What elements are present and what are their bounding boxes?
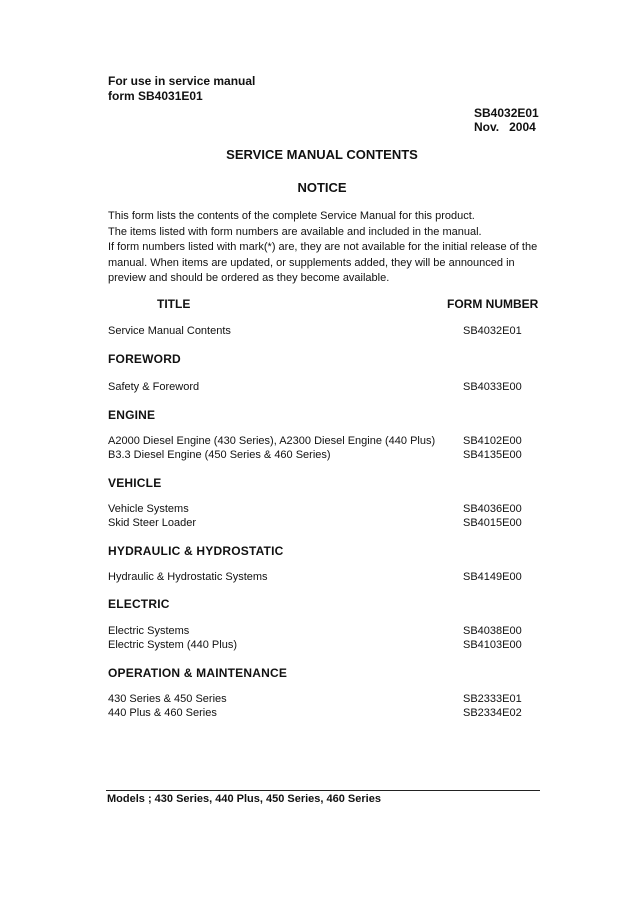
- item-form-number: SB4102E00: [463, 435, 522, 447]
- notice-line-3: If form numbers listed with mark(*) are, they are not available for the initial release of the: [108, 241, 538, 253]
- usage-note: [108, 74, 255, 104]
- item-form-number: SB4015E00: [463, 517, 522, 529]
- notice-text: [108, 209, 537, 287]
- item-label: Safety & Foreword: [108, 381, 200, 393]
- item-label: 440 Plus & 460 Series: [108, 707, 217, 719]
- item-label: B3.3 Diesel Engine (450 Series & 460 Series): [108, 449, 331, 461]
- notice-line-1: This form lists the contents of the complete Service Manual for this product.: [108, 210, 475, 222]
- issue-date: Nov. 2004: [474, 120, 536, 134]
- section-heading-hydraulic: HYDRAULIC & HYDROSTATIC: [108, 544, 284, 558]
- item-label: Service Manual Contents: [108, 325, 231, 337]
- notice-line-4: manual. When items are updated, or supplements added, they will be announced in: [108, 256, 515, 269]
- item-label: Electric Systems: [108, 625, 190, 637]
- notice-line-5: preview and should be ordered as they become available.: [108, 272, 390, 284]
- form-code: SB4032E01: [474, 106, 539, 120]
- footer-models: Models ; 430 Series, 440 Plus, 450 Series, 460 Series: [107, 793, 381, 805]
- item-label: Skid Steer Loader: [108, 517, 197, 529]
- footer-divider: [106, 790, 540, 791]
- page-title: SERVICE MANUAL CONTENTS: [226, 147, 418, 162]
- section-heading-engine: ENGINE: [108, 408, 156, 422]
- item-form-number: SB4032E01: [463, 325, 522, 337]
- item-label: Hydraulic & Hydrostatic Systems: [108, 571, 268, 583]
- item-form-number: SB2333E01: [463, 693, 522, 705]
- item-label: Electric System (440 Plus): [108, 639, 237, 651]
- notice-line-2: The items listed with form numbers are available and included in the manual.: [108, 225, 482, 238]
- section-heading-vehicle: VEHICLE: [108, 476, 162, 490]
- usage-note-line-2: form SB4031E01: [108, 89, 203, 103]
- section-heading-foreword: FOREWORD: [108, 352, 181, 366]
- item-form-number: SB4036E00: [463, 503, 522, 515]
- form-identifier: [474, 106, 539, 134]
- usage-note-line-1: For use in service manual: [108, 74, 256, 88]
- section-heading-operation-maintenance: OPERATION & MAINTENANCE: [108, 666, 288, 680]
- column-header-form-number: FORM NUMBER: [447, 297, 539, 311]
- item-form-number: SB4033E00: [463, 381, 522, 393]
- item-form-number: SB2334E02: [463, 707, 522, 719]
- item-form-number: SB4135E00: [463, 449, 522, 461]
- item-label: Vehicle Systems: [108, 503, 189, 515]
- column-header-title: TITLE: [157, 297, 191, 311]
- item-label: A2000 Diesel Engine (430 Series), A2300 Diesel Engine (440 Plus): [108, 435, 436, 447]
- notice-heading: NOTICE: [297, 180, 347, 195]
- section-heading-electric: ELECTRIC: [108, 597, 170, 611]
- item-form-number: SB4103E00: [463, 639, 522, 651]
- item-form-number: SB4149E00: [463, 571, 522, 583]
- item-form-number: SB4038E00: [463, 625, 522, 637]
- item-label: 430 Series & 450 Series: [108, 693, 227, 705]
